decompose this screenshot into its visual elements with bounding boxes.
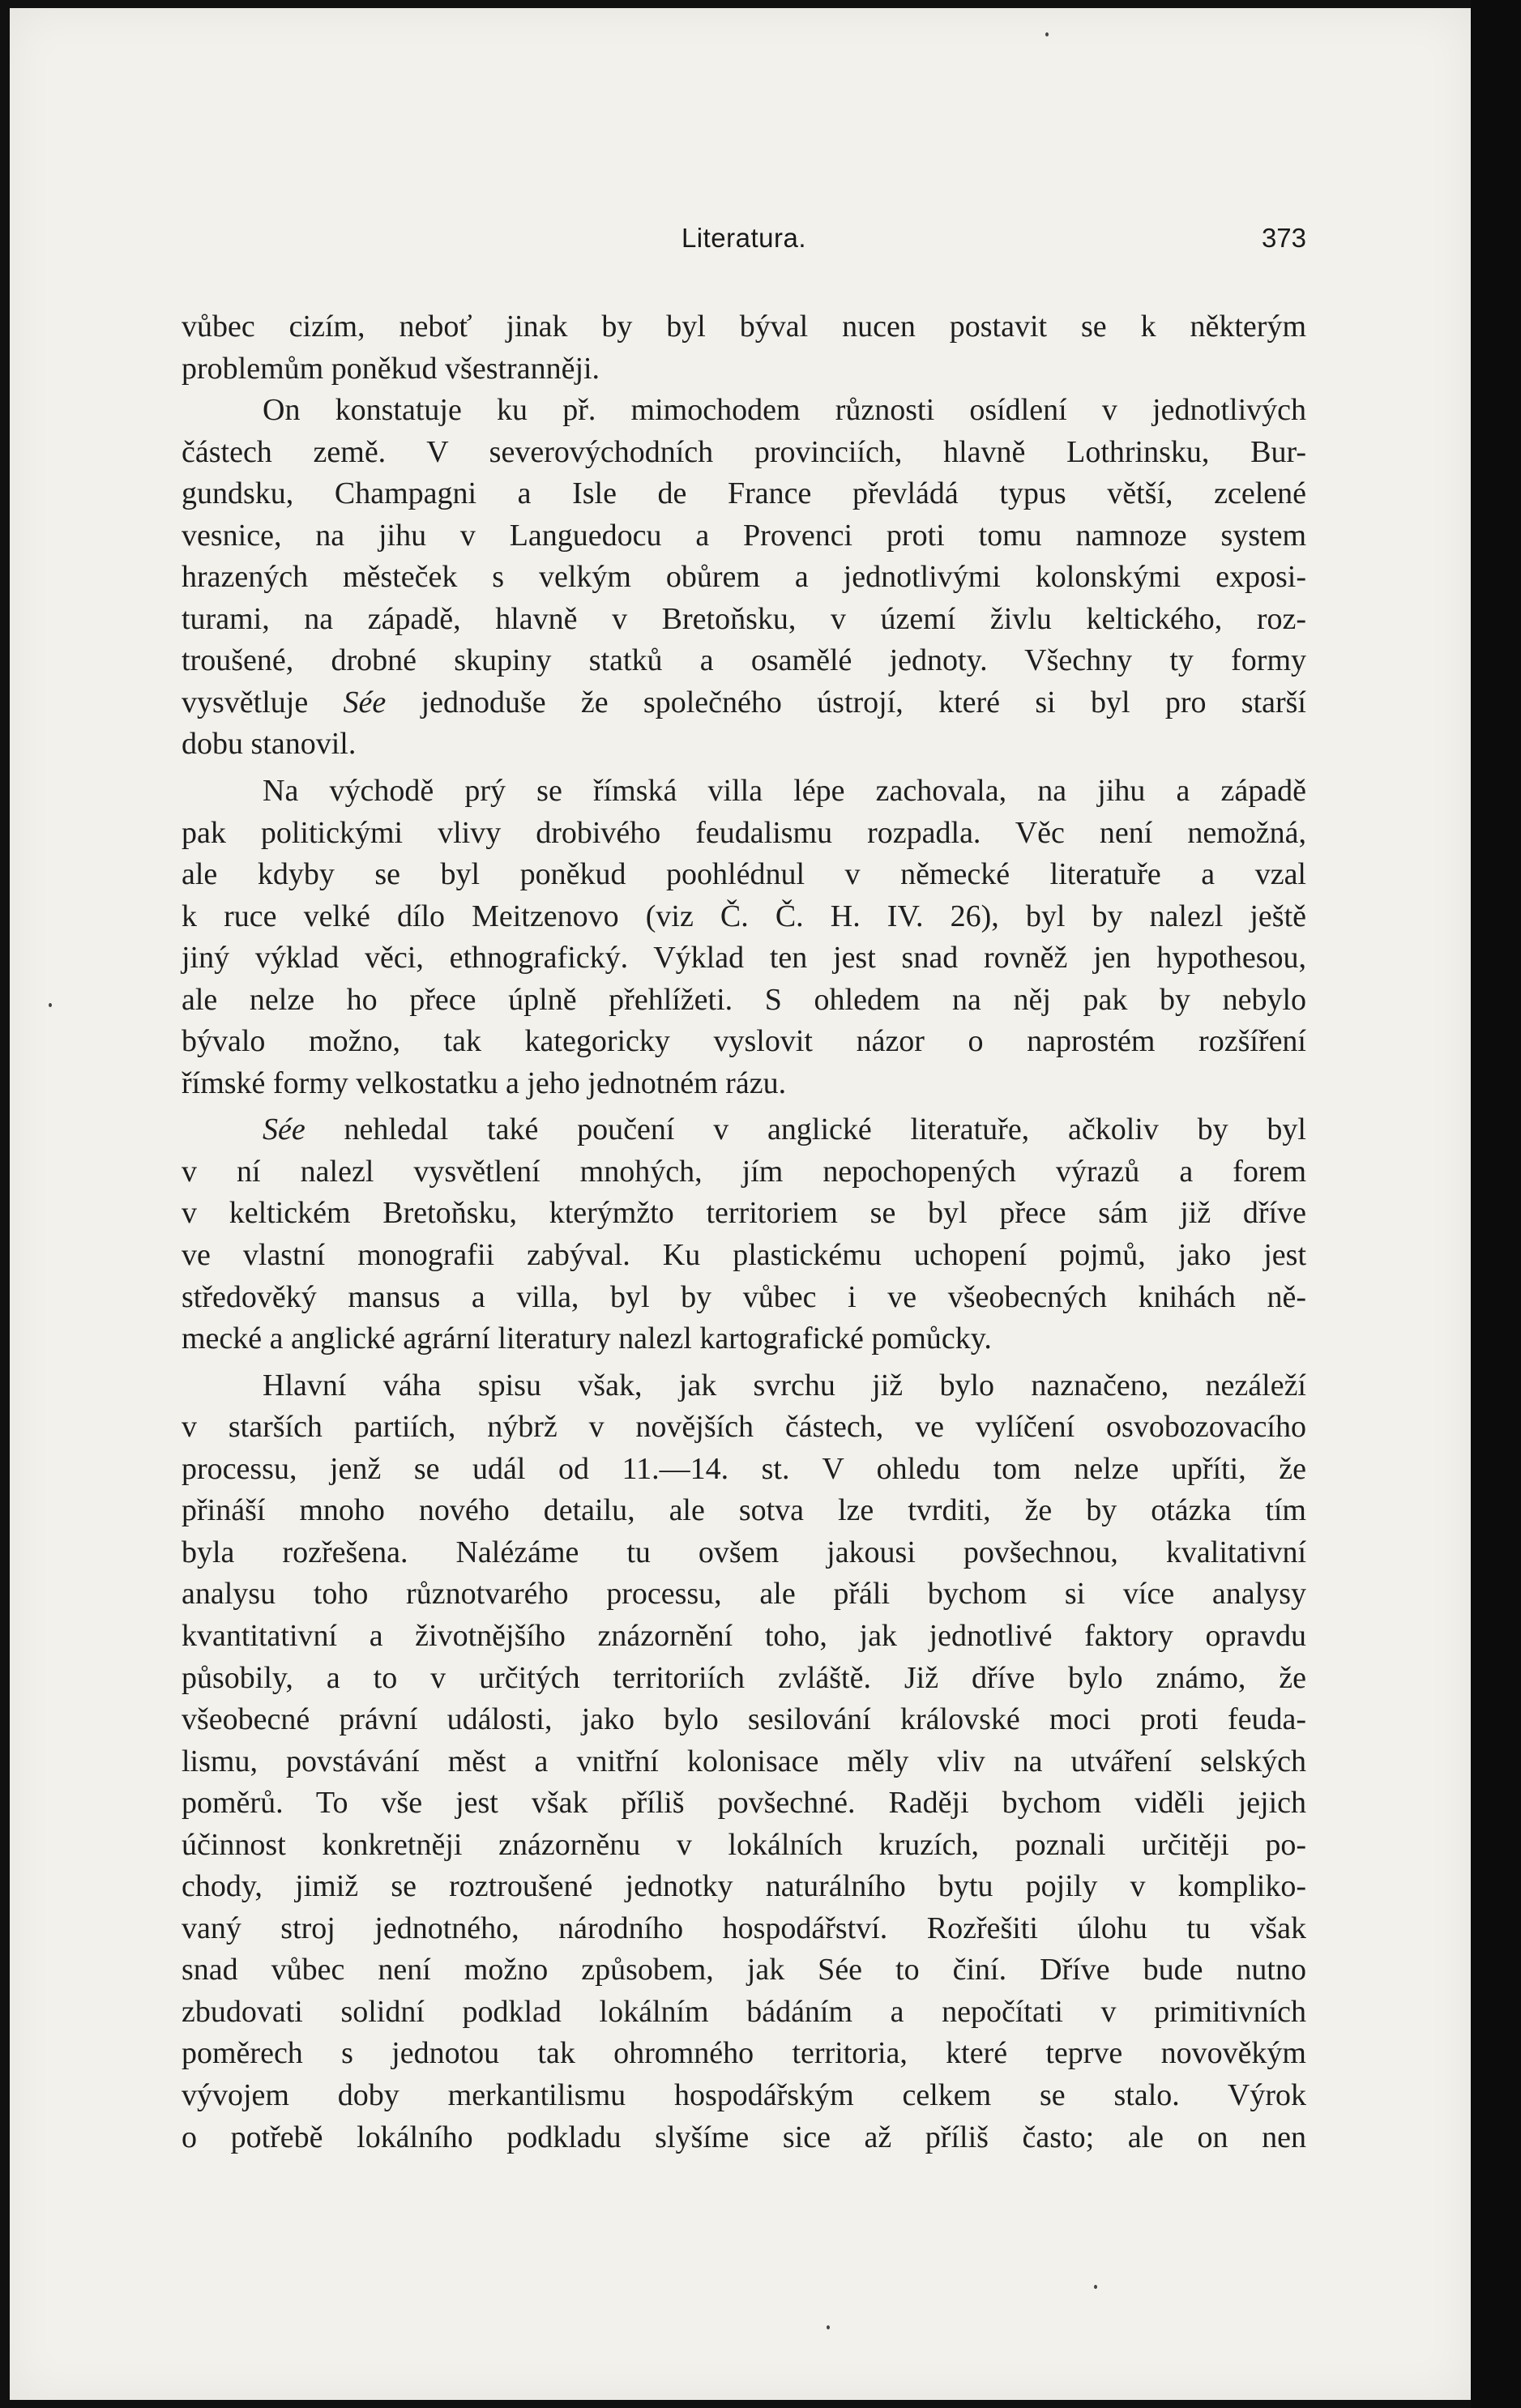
text-line: hrazených městeček s velkým obůrem a jednotlivými kolonskými exposi- bbox=[182, 560, 1306, 595]
text-line: dobu stanovil. bbox=[182, 727, 357, 762]
text-line: troušené, drobné skupiny statků a osamělé jednoty. Všechny ty formy bbox=[182, 643, 1306, 678]
text-line-with-name bbox=[182, 682, 1306, 724]
running-head bbox=[182, 223, 1306, 271]
text-line: o potřebě lokálního podkladu slyšíme sice až příliš často; ale on nen bbox=[182, 2120, 1306, 2154]
text-line: mecké a anglické agrární literatury nalezl kartografické pomůcky. bbox=[182, 1321, 992, 1356]
text-line: ve vlastní monografii zabýval. Ku plastickému uchopení pojmů, jako jest bbox=[182, 1238, 1306, 1273]
author-name: Sée bbox=[263, 1112, 305, 1147]
paragraph bbox=[182, 306, 1306, 390]
text-line: gundsku, Champagni a Isle de France převládá typus větší, zcelené bbox=[182, 476, 1306, 511]
page-number: 373 bbox=[1261, 223, 1306, 253]
text-line: byla rozřešena. Nalézáme tu ovšem jakousi povšechnou, kvalitativní bbox=[182, 1535, 1306, 1569]
text-line: problemům poněkud všestranněji. bbox=[182, 351, 600, 386]
text-line: Hlavní váha spisu však, jak svrchu již bylo naznačeno, nezáleží bbox=[263, 1368, 1306, 1403]
text-line: v ní nalezl vysvětlení mnohých, jím nepochopených výrazů a forem bbox=[182, 1154, 1306, 1189]
text-line: k ruce velké dílo Meitzenovo (viz Č. Č. H. IV. 26), byl by nalezl ještě bbox=[182, 899, 1306, 933]
text-line: vaný stroj jednotného, národního hospodářství. Rozřešiti úlohu tu však bbox=[182, 1911, 1306, 1945]
text-fragment: nehledal také poučení v anglické literatuře, ačkoliv by byl bbox=[305, 1112, 1306, 1147]
text-line: poměrů. To vše jest však příliš povšechné. Raději bychom viděli jejich bbox=[182, 1786, 1306, 1821]
scan-speck bbox=[1045, 32, 1049, 36]
paragraph bbox=[182, 1365, 1306, 2158]
text-line: kvantitativní a životnějšího znázornění toho, jak jednotlivé faktory opravdu bbox=[182, 1618, 1306, 1653]
author-name: Sée bbox=[343, 685, 387, 719]
text-line: poměrech s jednotou tak ohromného territoria, které teprve novověkým bbox=[182, 2036, 1306, 2071]
text-line: lismu, povstávání měst a vnitřní kolonisace měly vliv na utváření selských bbox=[182, 1744, 1306, 1778]
text-line: chody, jimiž se roztroušené jednotky naturálního bytu pojily v kompliko- bbox=[182, 1869, 1306, 1904]
text-fragment: vysvětluje bbox=[182, 685, 344, 719]
text-line: On konstatuje ku př. mimochodem různosti osídlení v jednotlivých bbox=[263, 393, 1306, 428]
scan-right-edge bbox=[1471, 0, 1521, 2408]
text-line: ale nelze ho přece úplně přehlížeti. S ohledem na něj pak by nebylo bbox=[182, 982, 1306, 1017]
text-line: středověký mansus a villa, byl by vůbec i ve všeobecných knihách ně- bbox=[182, 1279, 1306, 1314]
scan-speck bbox=[49, 1003, 52, 1007]
text-line: Na východě prý se římská villa lépe zachovala, na jihu a západě bbox=[263, 774, 1306, 809]
paragraph bbox=[182, 771, 1306, 1104]
text-line: vývojem doby merkantilismu hospodářským celkem se stalo. Výrok bbox=[182, 2077, 1306, 2112]
text-line: vůbec cizím, neboť jinak by byl býval nucen postavit se k některým bbox=[182, 310, 1306, 344]
text-line: pak politickými vlivy drobivého feudalismu rozpadla. Věc není nemožná, bbox=[182, 815, 1306, 850]
scan-speck bbox=[827, 2325, 830, 2329]
text-line: analysu toho různotvarého processu, ale přáli bychom si více analysy bbox=[182, 1577, 1306, 1612]
text-line: v starších partiích, nýbrž v novějších částech, ve vylíčení osvobozovacího bbox=[182, 1410, 1306, 1445]
text-line: zbudovati solidní podklad lokálním bádáním a nepočítati v primitivních bbox=[182, 1994, 1306, 2029]
text-line: částech země. V severovýchodních provinciích, hlavně Lothrinsku, Bur- bbox=[182, 434, 1306, 469]
text-line: turami, na západě, hlavně v Bretoňsku, v území živlu keltického, roz- bbox=[182, 601, 1306, 636]
text-line: ale kdyby se byl poněkud poohlédnul v německé literatuře a vzal bbox=[182, 857, 1306, 892]
text-line-with-name bbox=[182, 1109, 1306, 1151]
scan-speck bbox=[1094, 2285, 1097, 2289]
body-text bbox=[182, 306, 1306, 2158]
text-line: snad vůbec není možno způsobem, jak Sée to činí. Dříve bude nutno bbox=[182, 1953, 1306, 1987]
text-line: processu, jenž se udál od 11.—14. st. V ohledu tom nelze upříti, že bbox=[182, 1451, 1306, 1486]
text-line: římské formy velkostatku a jeho jednotném rázu. bbox=[182, 1065, 787, 1100]
text-line: v keltickém Bretoňsku, kterýmžto territoriem se byl přece sám již dříve bbox=[182, 1196, 1306, 1231]
text-line: jiný výklad věci, ethnografický. Výklad ten jest snad rovněž jen hypothesou, bbox=[182, 941, 1306, 976]
text-line: vesnice, na jihu v Languedocu a Provenci proti tomu namnoze system bbox=[182, 518, 1306, 553]
text-line: přináší mnoho nového detailu, ale sotva lze tvrditi, že by otázka tím bbox=[182, 1493, 1306, 1528]
text-line: působily, a to v určitých territoriích zvláště. Již dříve bylo známo, že bbox=[182, 1660, 1306, 1695]
running-title: Literatura. bbox=[681, 223, 807, 253]
text-line: všeobecné právní události, jako bylo sesilování královské moci proti feuda- bbox=[182, 1702, 1306, 1737]
paragraph bbox=[182, 390, 1306, 766]
paragraph bbox=[182, 1109, 1306, 1360]
text-line: bývalo možno, tak kategoricky vyslovit názor o naprostém rozšíření bbox=[182, 1024, 1306, 1059]
text-line: účinnost konkretněji znázorněnu v lokálních kruzích, poznali určitěji po- bbox=[182, 1827, 1306, 1862]
text-fragment: jednoduše že společného ústrojí, které si byl pro starší bbox=[386, 685, 1306, 719]
